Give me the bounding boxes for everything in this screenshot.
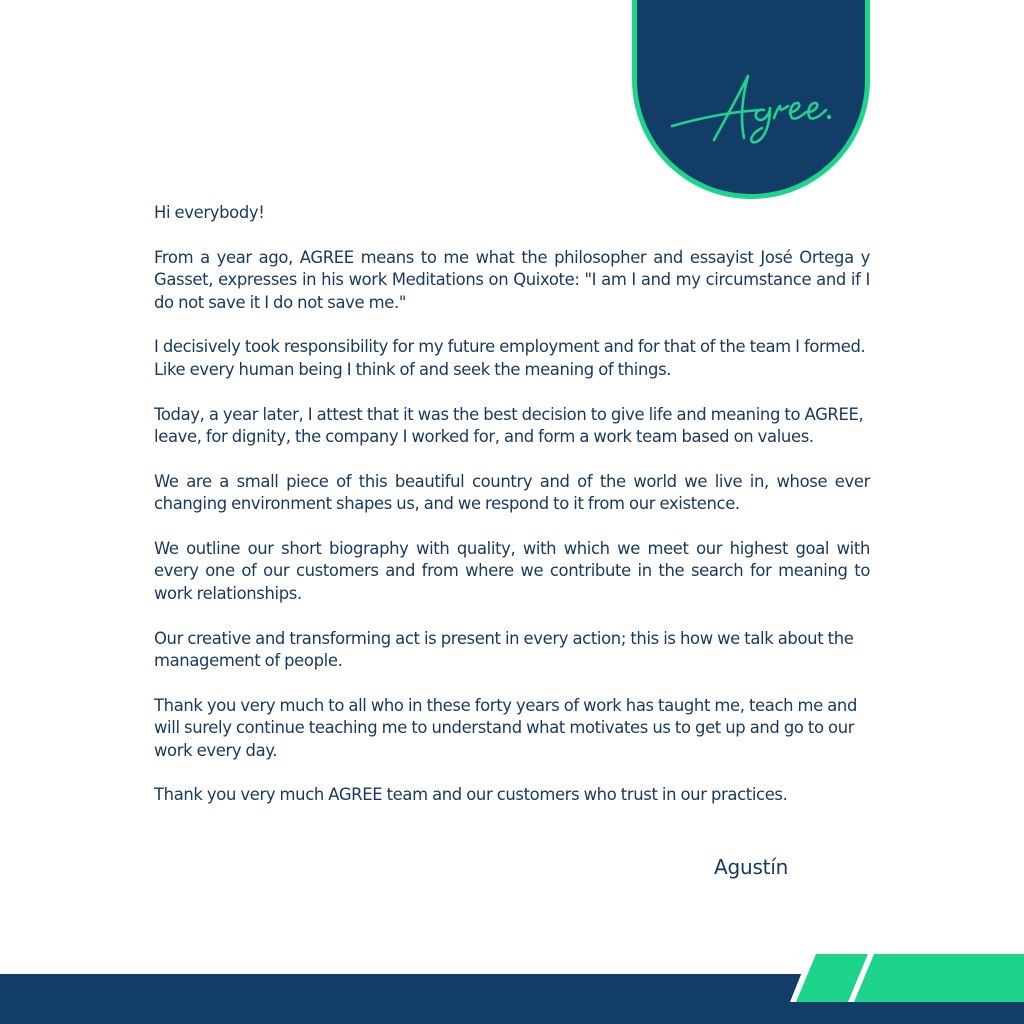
paragraph-7: Thank you very much to all who in these forty years of work has taught me, teach me and will surely continue teaching me to understand what motivates us to get up and go to our work every day.: [154, 695, 858, 760]
paragraph-1: From a year ago, AGREE means to me what the philosopher and essayist José Ortega y Gasset, expresses in his work Meditations on Quixote: "I am I and my circumstance and if I do not save it I do not save me.": [154, 247, 870, 312]
footer-graphic: [0, 940, 1024, 1024]
footer-bar: [0, 940, 1024, 1024]
signature: Agustín: [714, 855, 789, 879]
paragraph-3: Today, a year later, I attest that it was the best decision to give life and meaning to AGREE, leave, for dignity, the company I worked for, and form a work team based on values.: [154, 404, 864, 447]
paragraph-8: Thank you very much AGREE team and our customers who trust in our practices.: [154, 785, 788, 805]
paragraph-6: Our creative and transforming act is present in every action; this is how we talk about the management of people.: [154, 628, 854, 671]
paragraph-5: We outline our short biography with quality, with which we meet our highest goal with every one of our customers and from where we contribute in the search for meaning to work relationships.: [154, 539, 870, 603]
paragraph-4: We are a small piece of this beautiful country and of the world we live in, whose ever changing environment shapes us, and we respond to it from our existence.: [154, 471, 870, 514]
letter-body: [154, 202, 870, 829]
paragraph-2: I decisively took responsibility for my future employment and for that of the team I formed. Like every human being I think of and seek the meaning of things.: [154, 337, 866, 379]
greeting: Hi everybody!: [154, 203, 265, 222]
logo-badge: [630, 0, 872, 202]
agree-logo: [630, 0, 872, 202]
